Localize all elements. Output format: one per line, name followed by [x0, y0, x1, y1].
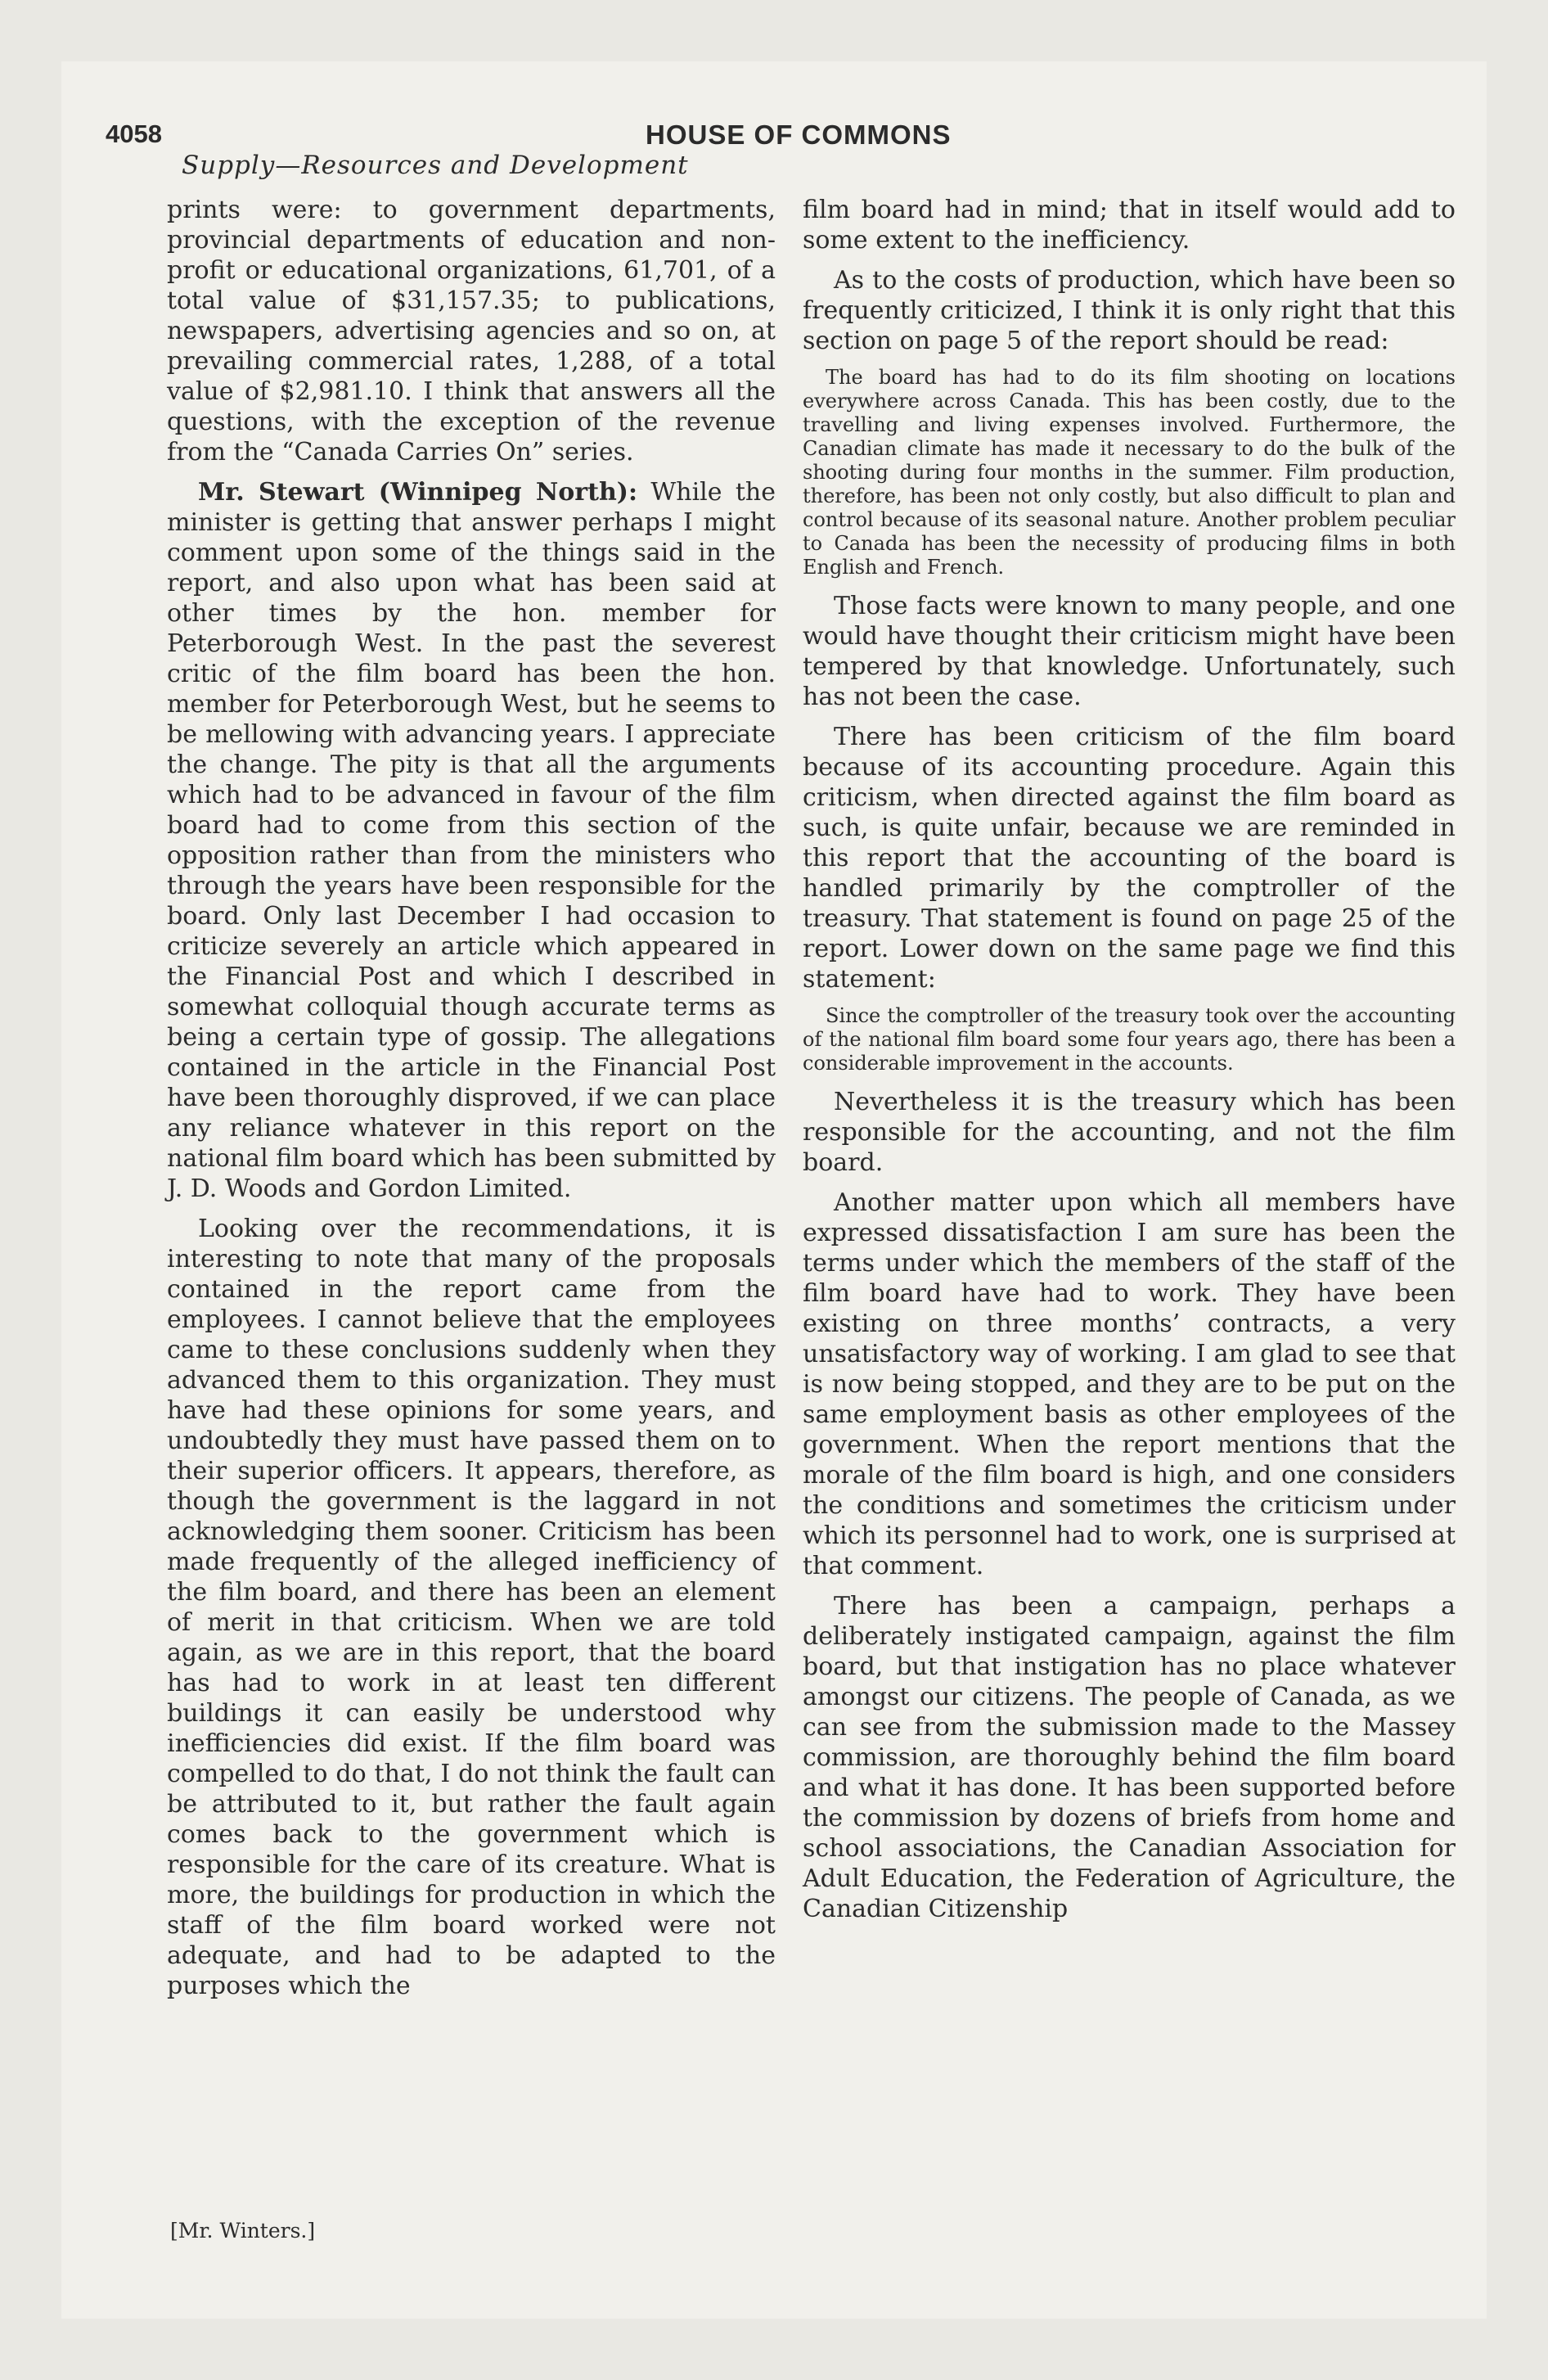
- paragraph: Nevertheless it is the treasury which has been responsible for the accounting, and not the film board.: [803, 1088, 1456, 1177]
- block-quote: Since the comptroller of the treasury took over the accounting of the national film board some four years ago, there has been a considerable improvement in the accounts.: [803, 1004, 1456, 1075]
- speaker-name: Mr. Stewart (Winnipeg North):: [198, 478, 638, 507]
- paragraph: There has been a campaign, perhaps a deliberately instigated campaign, against the film board, but that instigation has no place whatever amongst our citizens. The people of Canada, as we can see from the submission made to the Massey commission, are thoroughly behind the film board and what it has done. It has been supported before the commission by dozens of briefs from home and school associations, the Canadian Association for Adult Education, the Federation of Agriculture, the Canadian Citizenship: [803, 1592, 1456, 1923]
- paragraph: Those facts were known to many people, and one would have thought their criticism might have been tempered by that knowledge. Unfortunately, such has not been the case.: [803, 592, 1456, 711]
- right-column: [803, 195, 1456, 1934]
- page-header: [106, 119, 1441, 152]
- section-subheading: Supply—Resources and Development: [182, 151, 689, 180]
- page-number: 4058: [106, 119, 162, 148]
- paragraph: Another matter upon which all members have expressed dissatisfaction I am sure has been the terms under which the members of the staff of the film board have had to work. They have been existing on three months’ contracts, a very unsatisfactory way of working. I am glad to see that is now being stopped, and they are to be put on the same employment basis as other employees of the government. When the report mentions that the morale of the film board is high, and one considers the conditions and sometimes the criticism under which its personnel had to work, one is surprised at that comment.: [803, 1188, 1456, 1580]
- paragraph: As to the costs of production, which have been so frequently criticized, I think it is only right that this section on page 5 of the report should be read:: [803, 266, 1456, 355]
- page-title: HOUSE OF COMMONS: [646, 119, 952, 150]
- left-column: [167, 195, 776, 2011]
- paragraph: There has been criticism of the film board because of its accounting procedure. Again this criticism, when directed against the film board as such, is quite unfair, because we are reminded in this report that the accounting of the board is handled primarily by the comptroller of the treasury. That statement is found on page 25 of the report. Lower down on the same page we find this statement:: [803, 723, 1456, 994]
- paragraph: film board had in mind; that in itself would add to some extent to the inefficiency.: [803, 196, 1456, 255]
- speech-text: While the minister is getting that answer perhaps I might comment upon some of the things said in the report, and also upon what has been said at other times by the hon. member for Peterborough West. In the past the severest critic of the film board has been the hon. member for Peterborough West, but he seems to be mellowing with advancing years. I appreciate the change. The pity is that all the arguments which had to be advanced in favour of the film board had to come from this section of the opposition rather than from the ministers who through the years have been responsible for the board. Only last December I had occasion to criticize severely an article which appeared in the Financial Post and which I described in somewhat colloquial though accurate terms as being a certain type of gossip. The allegations contained in the article in the Financial Post have been thoroughly disproved, if we can place any reliance whatever in this report on the national film board which has been submitted by J. D. Woods and Gordon Limited.: [167, 478, 776, 1203]
- paragraph: Looking over the recommendations, it is interesting to note that many of the proposals contained in the report came from the employees. I cannot believe that the employees came to these conclusions suddenly when they advanced them to this organization. They must have had these opinions for some years, and undoubtedly they must have passed them on to their superior officers. It appears, therefore, as though the government is the laggard in not acknowledging them sooner. Criticism has been made frequently of the alleged inefficiency of the film board, and there has been an element of merit in that criticism. When we are told again, as we are in this report, that the board has had to work in at least ten different buildings it can easily be understood why inefficiencies did exist. If the film board was compelled to do that, I do not think the fault can be attributed to it, but rather the fault again comes back to the government which is responsible for the care of its creature. What is more, the buildings for production in which the staff of the film board worked were not adequate, and had to be adapted to the purposes which the: [167, 1215, 776, 2000]
- block-quote: The board has had to do its film shooting on locations everywhere across Canada. This has been costly, due to the travelling and living expenses involved. Furthermore, the Canadian climate has made it necessary to do the bulk of the shooting during four months in the summer. Film production, therefore, has been not only costly, but also difficult to plan and control because of its seasonal nature. Another problem peculiar to Canada has been the necessity of producing films in both English and French.: [803, 366, 1456, 579]
- paragraph: [167, 477, 776, 1204]
- speaker-footnote: [Mr. Winters.]: [170, 2219, 316, 2243]
- paragraph: prints were: to government departments, provincial departments of education and non-profit or educational organizations, 61,701, of a total value of $31,157.35; to publications, newspapers, advertising agencies and so on, at prevailing commercial rates, 1,288, of a total value of $2,981.10. I think that answers all the questions, with the exception of the revenue from the “Canada Carries On” series.: [167, 196, 776, 467]
